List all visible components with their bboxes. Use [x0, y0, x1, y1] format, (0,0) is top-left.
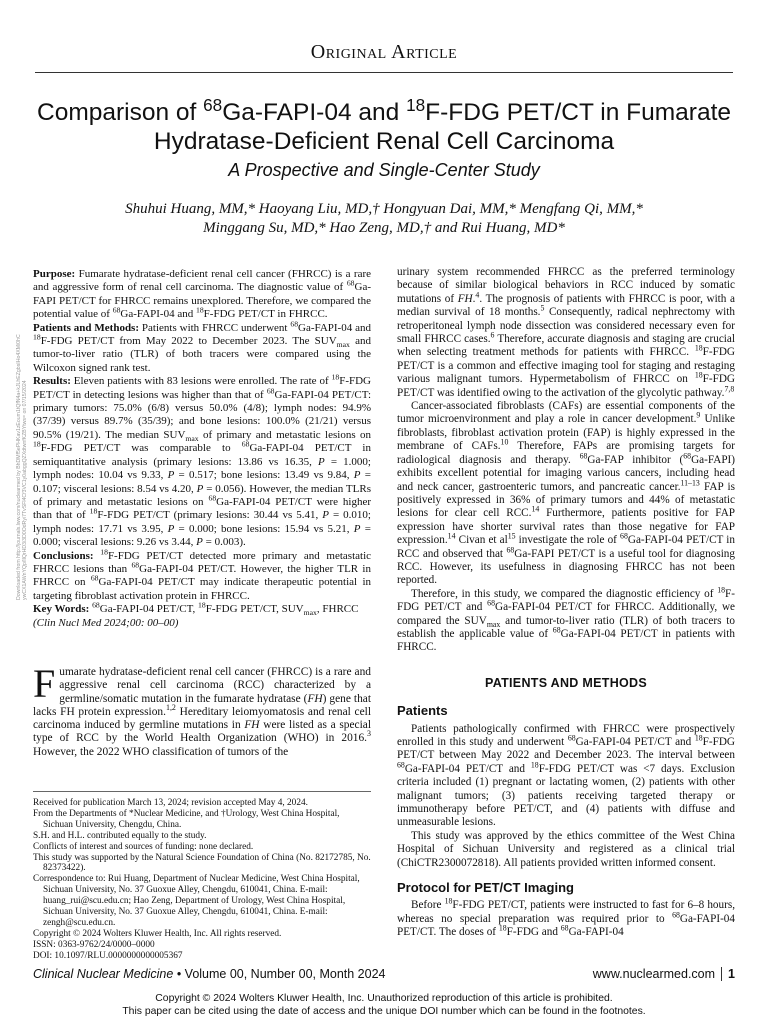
header-rule [35, 72, 733, 73]
patients-paragraph-2: This study was approved by the ethics committee of the West China Hospital of Sichuan University and registered as a clinical trial (ChiCTR2300072818). All patients provided written informed consent. [397, 829, 735, 869]
copyright-notice: Copyright © 2024 Wolters Kluwer Health, Inc. Unauthorized reproduction of this article is prohibited. This paper can be cited using the date of access and the unique DOI number which can be found in the footnotes. [122, 993, 646, 1017]
subheading-patients: Patients [397, 703, 448, 719]
patients-paragraph-1: Patients pathologically confirmed with FHRCC were prospectively enrolled in this study and underwent $^{68}$Ga-FAPI-04 PET/CT and $^{18}$F-FDG PET/CT between May 2022 and December 2023. The interval between $^{68}$Ga-FAPI-04 PET/CT and $^{18}$F-FDG PET/CT was <7 days. Exclusion criteria included (1) pregnant or lactating women, (2) patients with other malignant tumors; (3) patients receiving targeted therapy or immunotherapy before PET/CT, and (4) patients with diffuse and unmeasurable lesions. [397, 722, 735, 829]
right-column [397, 266, 735, 940]
abstract [33, 268, 371, 630]
intro-paragraph-1: urinary system recommended FHRCC as the preferred terminology because of similar biological behaviors in RCC induced by somatic mutations of FH.$^4$. The prognosis of patients with FHRCC is poor, with a median survival of 18 months.$^5$ Consequently, radical nephrectomy with retroperitoneal lymph node dissection was considered necessary even for small FHRCC cases.$^6$ Therefore, accurate diagnosis and staging are crucial when selecting treatment methods for patients with FHRCC. $^{18}$F-FDG PET/CT is a common and effective imaging tool for staging and restaging various malignant tumors. Hypermetabolism of FHRCC on $^{18}$F-FDG PET/CT was identified owing to the activation of the glycolytic pathway.$^{7,8}$ [397, 266, 735, 399]
citation: (Clin Nucl Med 2024;00: 00–00) [33, 616, 179, 629]
journal-footer [33, 967, 385, 981]
abstract-results: Results: Eleven patients with 83 lesions were enrolled. The rate of $^{18}$F-FDG PET/CT in detecting lesions was higher than that of $^{68}$Ga-FAPI-04 PET/CT: primary tumors: 75.0% (6/8) versus 50.0% (4/8); lymph nodes: 94.9% (37/39) versus 89.7% (35/39); and bone lesions: 100.0% (21/21) versus 90.5% (19/21). The median $SUV_{max}$ of primary and metastatic lesions on $^{18}$F-FDG PET/CT was comparable to $^{68}$Ga-FAPI-04 PET/CT in semiquantitative analysis (primary lesions: 13.86 vs 16.35, P = 1.000; lymph nodes: 10.04 vs 9.33, P = 0.517; bone lesions: 13.49 vs 9.84, P = 0.107; visceral lesions: 8.54 vs 4.20, P = 0.056). However, the median TLRs of primary and metastatic lesions on $^{68}$Ga-FAPI-04 PET/CT were higher than that of $^{18}$F-FDG PET/CT (primary lesions: 30.44 vs 5.41, P = 0.010; lymph nodes: 17.71 vs 3.95, P = 0.000; bone lesions: 15.94 vs 5.21, P = 0.000; visceral lesions: 9.26 vs 3.44, P = 0.003). [33, 372, 372, 549]
correspondence: Correspondence to: Rui Huang, Department of Nuclear Medicine, West China Hospital, Sichuan University, No. 37 Guoxue Alley, Chengdu, 610041, China. E-mail: huang_rui@scu.edu.cn; Hao Zeng, Department of Urology, West China Hospital, Sichuan University, No. 37 Guoxue Alley, Chengdu, 610041, China. E-mail: zengh@scu.edu.cn. [33, 874, 360, 929]
funding-statement: This study was supported by the Natural Science Foundation of China (No. 82172785, No. 82373422). [33, 852, 371, 874]
issn: ISSN: 0363-9762/24/0000–0000 [33, 939, 155, 950]
footer-right [593, 967, 735, 981]
journal-name: Clinical Nuclear Medicine [33, 967, 174, 981]
copyright-line: Copyright © 2024 Wolters Kluwer Health, Inc. All rights reserved. [33, 928, 282, 939]
section-header: Original Article [310, 41, 458, 63]
conflicts-statement: Conflicts of interest and sources of funding: none declared. [33, 841, 254, 852]
page-number: 1 [721, 967, 735, 981]
section-heading-methods: PATIENTS AND METHODS [484, 675, 648, 690]
protocol-paragraph: Before $^{18}$F-FDG PET/CT, patients were instructed to fast for 6–8 hours, whereas no special preparation was required prior to $^{68}$Ga-FAPI-04 PET/CT. The doses of $^{18}$F-FDG and $^{68}$Ga-FAPI-04 [397, 896, 735, 939]
subheading-protocol: Protocol for PET/CT Imaging [397, 880, 574, 896]
doi: DOI: 10.1097/RLU.0000000000005367 [33, 950, 183, 961]
abstract-purpose: Purpose: Fumarate hydratase-deficient renal cell cancer (FHRCC) is a rare and aggressive form of renal cell carcinoma. The diagnostic value of $^{68}$Ga-FAPI PET/CT for FHRCC remains unexplored. Therefore, we compared the potential value of $^{68}$Ga-FAPI-04 and $^{18}$F-FDG PET/CT in FHRCC. [33, 268, 371, 321]
received-date: Received for publication March 13, 2024; revision accepted May 4, 2024. [33, 798, 308, 809]
left-column [33, 268, 371, 962]
issue-info: • Volume 00, Number 00, Month 2024 [173, 967, 386, 981]
watermark-line: Downloaded from http://journals.lww.com/nuclearmed by BhDMf5ePHKav1zEoum1tQfN4a+kJLhEZgbsIHo4XMi0hC [16, 334, 22, 600]
introduction-start: Fumarate hydratase-deficient renal cell cancer (FHRCC) is a rare and aggressive renal cell carcinoma (RCC) characterized by a germline/somatic mutation in the fumarate hydratase (FH) gene that lacks FH protein expression.$^{1,2}$ Hereditary leiomyomatosis and renal cell carcinoma induced by germline mutations in FH were listed as a special type of RCC by the World Health Organization (WHO) in 2016.$^3$ However, the 2022 WHO classification of tumors of the [33, 660, 371, 758]
intro-paragraph-2: Cancer-associated fibroblasts (CAFs) are essential components of the tumor microenvironment and play a role in cancer development.$^9$ Unlike fibroblasts, fibroblast activation protein (FAP) is highly expressed in the membrane of CAFs.$^{10}$ Therefore, FAPs are promising targets for radiological diagnosis and therapy. $^{68}$Ga-FAP inhibitor ($^{68}$Ga-FAPI) exhibits excellent potential for imaging various cancers, including head and neck cancer, gastroenteric tumors, and pancreatic cancer.$^{11-13}$ FAP is positively expressed in 36% of primary tumors and 44% of metastatic lesions for clear cell RCC.$^{14}$ Furthermore, patients positive for FAP expression have shorter survival rates than those negative for FAP expression.$^{14}$ Civan et $al^{15}$ investigate the role of $^{68}$Ga-FAPI-04 PET/CT in RCC and observed that $^{68}$Ga-FAPI PET/CT is a useful tool for diagnosing RCC. However, its usefulness in diagnosing FHRCC has not been reported. [397, 400, 736, 587]
watermark-line: ywCX1AWnYQp/IlQrHD3i3D0OdRyi7TvSFl4Cf3VC1y0abggQZXdtwnfKZBYtws= on 07/15/2024 [22, 380, 29, 600]
key-words: Key Words: $^{68}$Ga-FAPI-04 PET/CT, $^{18}$F-FDG PET/CT, $SUV_{max}$, FHRCC [33, 600, 359, 618]
article-title: Comparison of $^{68}$Ga-FAPI-04 and $^{18}$F-FDG PET/CT in Fumarate Hydratase-Deficient Renal Cell Carcinoma [37, 94, 731, 155]
footnotes [33, 791, 371, 962]
affiliations: From the Departments of *Nuclear Medicine, and †Urology, West China Hospital, Sichuan University, Chengdu, China. [33, 808, 340, 830]
intro-paragraph-3: Therefore, in this study, we compared the diagnostic efficiency of $^{18}$F-FDG PET/CT and $^{68}$Ga-FAPI-04 PET/CT for FHRCC. Additionally, we compared the $SUV_{max}$ and tumor-to-liver ratio (TLR) of both tracers to establish the applicable value of $^{68}$Ga-FAPI-04 PET/CT in patients with FHRCC. [397, 585, 736, 654]
drop-cap: F [33, 660, 56, 706]
abstract-conclusions: Conclusions: $^{18}$F-FDG PET/CT detected more primary and metastatic FHRCC lesions than $^{68}$Ga-FAPI-04 PET/CT. However, the higher TLR in FHRCC on $^{68}$Ga-FAPI-04 PET/CT may indicate therapeutic potential in targeting fibroblast activation protein in FHRCC. [33, 546, 372, 602]
equal-contribution: S.H. and H.L. contributed equally to the study. [33, 830, 207, 841]
journal-url[interactable]: www.nuclearmed.com [592, 967, 716, 981]
abstract-methods: Patients and Methods: Patients with FHRCC underwent $^{68}$Ga-FAPI-04 and $^{18}$F-FDG PET/CT from May 2022 to December 2023. The $SUV_{max}$ and tumor-to-liver ratio (TLR) of both tracers were compared using the Wilcoxon signed rank test. [33, 318, 371, 374]
article-subtitle: A Prospective and Single-Center Study [228, 160, 540, 180]
author-list: Shuhui Huang, MM,* Haoyang Liu, MD,† Hongyuan Dai, MM,* Mengfang Qi, MM,* Minggang Su, MD,* Hao Zeng, MD,† and Rui Huang, MD* [125, 201, 643, 236]
